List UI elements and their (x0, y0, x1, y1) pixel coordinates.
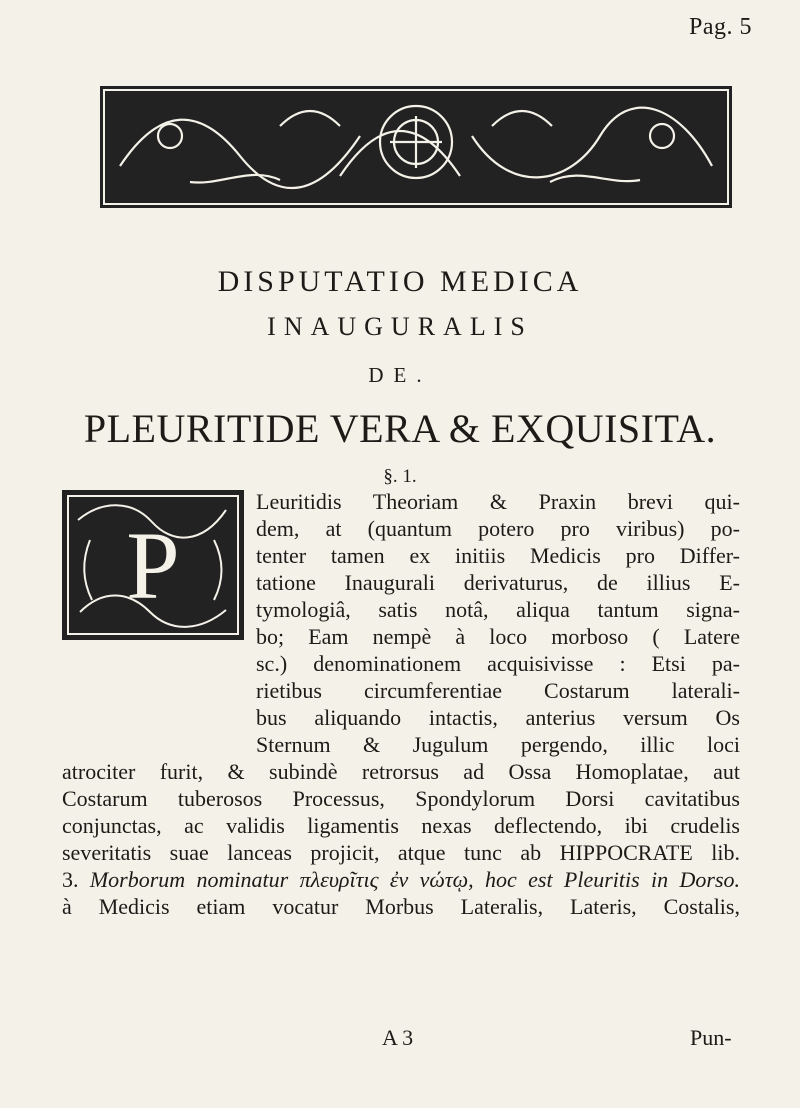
decorated-initial (62, 490, 244, 640)
page-number: Pag. 5 (689, 14, 752, 40)
body-line-12: Costarum tuberosos Processus, Spondylorum Dorsi cavitatibus (62, 786, 740, 811)
signature-mark: A 3 (382, 1025, 414, 1050)
body-line-11: atrociter furit, & subindè retrorsus ad Ossa Homoplatae, aut (62, 759, 740, 784)
body-line-italic (62, 866, 740, 893)
greek-term: πλευρῖτις ἐν νώτῳ (299, 867, 469, 892)
decorated-initial-icon (62, 490, 244, 640)
initial-letter: P (126, 512, 180, 619)
body-line-4: tatione Inaugurali derivaturus, de illius E- (256, 570, 740, 595)
body-line-8: rietibus circumferentiae Costarum laterali- (256, 678, 740, 703)
body-line-5: tymologiâ, satis notâ, aliqua tantum signa- (256, 597, 740, 622)
body-line-13: conjunctas, ac validis ligamentis nexas deflectendo, ibi crudelis (62, 813, 740, 838)
headpiece-ornament-icon (100, 86, 732, 208)
body-line-1: Leuritidis Theoriam & Praxin brevi qui- (256, 489, 740, 514)
body-line-16: à Medicis etiam vocatur Morbus Lateralis, Lateris, Costalis, (62, 894, 740, 919)
body-line-9: bus aliquando intactis, anterius versum Os (256, 705, 740, 730)
body-line-6: bo; Eam nempè à loco morboso ( Latere (256, 624, 740, 649)
catchword: Pun- (690, 1025, 732, 1050)
italic-line-rest: , hoc est Pleuritis in Dorso. (468, 867, 741, 892)
decorative-headpiece (100, 86, 732, 208)
italic-line-number: 3. (62, 867, 79, 892)
title-line-3: DE. (368, 363, 432, 387)
body-line-14: severitatis suae lanceas projicit, atque tunc ab HIPPOCRATE lib. (62, 840, 740, 865)
italic-line-phrase: Morborum nominatur (89, 867, 289, 892)
body-line-7: sc.) denominationem acquisivisse : Etsi pa- (256, 651, 740, 676)
title-line-4: PLEURITIDE VERA & EXQUISITA. (83, 406, 717, 451)
body-line-10: Sternum & Jugulum pergendo, illic loci (256, 732, 740, 757)
title-line-1: DISPUTATIO MEDICA (217, 265, 583, 298)
title-line-2: INAUGURALIS (267, 312, 533, 341)
body-line-3: tenter tamen ex initiis Medicis pro Differ- (256, 543, 740, 568)
body-line-2: dem, at (quantum potero pro viribus) po- (256, 516, 740, 541)
section-number: §. 1. (383, 466, 417, 487)
